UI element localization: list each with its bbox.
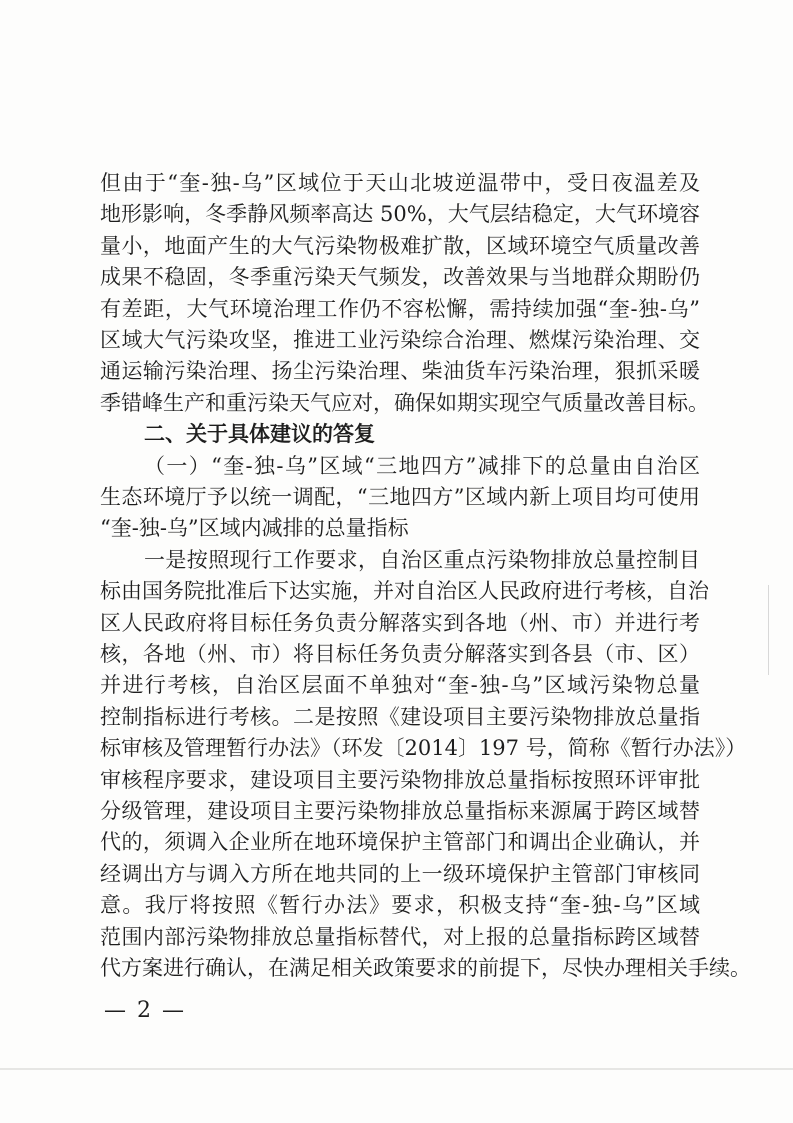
body-line-20: 代方案进行确认，在满足相关政策要求的前提下，尽快办理相关手续。 <box>100 956 751 980</box>
body-line-2: 地形影响，冬季静风频率高达 50%，大气层结稳定，大气环境容 <box>100 202 700 227</box>
body-line-11: 区人民政府将目标任务负责分解落实到各地（州、市）并进行考 <box>100 610 700 635</box>
page-number: — 2 — <box>104 998 186 1024</box>
body-line-4: 成果不稳固，冬季重污染天气频发，改善效果与当地群众期盼仍 <box>100 265 700 290</box>
subsection-heading-line-1: （一）“奎-独-乌”区域“三地四方”减排下的总量由自治区 <box>144 453 700 478</box>
body-line-12: 核，各地（州、市）将目标任务负责分解落实到各县（市、区） <box>100 642 700 666</box>
scan-artifact <box>768 585 769 675</box>
body-line-10: 标由国务院批准后下达实施，并对自治区人民政府进行考核，自治 <box>100 579 709 604</box>
subsection-heading-line-2: 生态环境厅予以统一调配，“三地四方”区域内新上项目均可使用 <box>100 485 700 509</box>
body-line-18: 意。我厅将按照《暂行办法》要求，积极支持“奎-独-乌”区域 <box>100 893 700 918</box>
page-edge-shadow <box>0 1068 793 1070</box>
subsection-heading-line-3: “奎-独-乌”区域内减排的总量指标 <box>100 516 409 541</box>
body-line-6: 区域大气污染攻坚，推进工业污染综合治理、燃煤污染治理、交 <box>100 328 700 352</box>
body-line-3: 量小，地面产生的大气污染物极难扩散，区域环境空气质量改善 <box>100 233 700 258</box>
body-line-8: 季错峰生产和重污染天气应对，确保如期实现空气质量改善目标。 <box>100 390 709 415</box>
body-line-17: 分级管理，建设项目主要污染物排放总量指标来源属于跨区域替 <box>100 799 700 823</box>
body-line-15: 标审核及管理暂行办法》（环发〔2014〕197 号，简称《暂行办法》） <box>100 736 747 761</box>
body-line-1: 但由于“奎-独-乌”区域位于天山北坡逆温带中，受日夜温差及 <box>100 171 700 195</box>
body-line-18: 代的，须调入企业所在地环境保护主管部门和调出企业确认，并 <box>100 830 700 855</box>
body-line-19: 范围内部污染物排放总量指标替代，对上报的总量指标跨区域替 <box>100 924 700 949</box>
section-heading: 二、关于具体建议的答复 <box>144 422 375 447</box>
body-line-13: 并进行考核，自治区层面不单独对“奎-独-乌”区域污染物总量 <box>100 673 700 698</box>
body-line-19: 经调出方与调入方所在地共同的上一级环境保护主管部门审核同 <box>100 861 700 886</box>
body-line-5: 有差距，大气环境治理工作仍不容松懈，需持续加强“奎-独-乌” <box>100 296 700 321</box>
body-line-16: 审核程序要求，建设项目主要污染物排放总量指标按照环评审批 <box>100 767 700 792</box>
body-line-7: 通运输污染治理、扬尘污染治理、柴油货车污染治理，狠抓采暖 <box>100 359 700 384</box>
body-line-9: 一是按照现行工作要求，自治区重点污染物排放总量控制目 <box>144 547 700 572</box>
body-line-14: 控制指标进行考核。二是按照《建设项目主要污染物排放总量指 <box>100 704 700 729</box>
